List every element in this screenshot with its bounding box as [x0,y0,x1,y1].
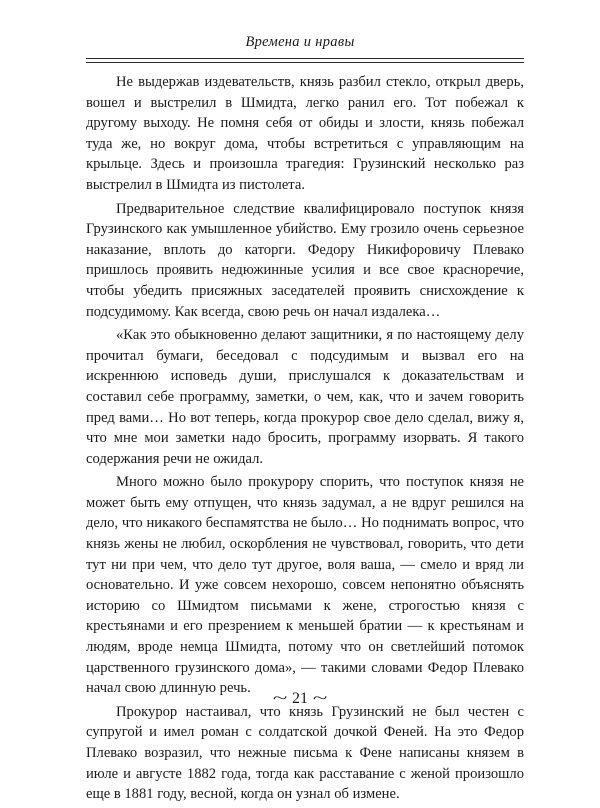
page-number: 21 [292,690,308,707]
header-rule-upper [86,58,524,59]
paragraph-4: Много можно было прокурору спорить, что поступок князя не может быть ему отпущен, что князь задумал, а не вдруг решился на дело, что никакого беспамятства не было… Но поднимать вопрос, что князь жены не любил, оскорбления не чувствовал, говорить, что дети тут ни при чем, что дело тут другое, воля ваша, — смело и вряд ли основательно. И уже совсем нехорошо, совсем непонятно объяснять историю со Шмидтом письмами к жене, строгостью князя с крестьянами и его презрением к меньшей братии — к крестьянам и людям, вроде немца Шмидта, потому что он светлейший потомок царственного грузинского дома», — такими словами Федор Плевако начал свою длинную речь. [86,474,524,697]
paragraph-3: «Как это обыкновенно делают защитники, я по настоящему делу прочитал бумаги, беседовал с подсудимым и вызвал его на искреннюю исповедь души, прислушался к доказательствам и составил себе программу, заметки, о чем, как, что и зачем говорить пред вами… Но вот теперь, когда прокурор свое дело сделал, вижу я, что мне мои заметки надо бросить, программу изорвать. Я такого содержания речи не ожидал. [86,327,524,467]
footer-ornament-left: ~ [272,691,288,707]
page-footer [0,690,600,708]
paragraph-1: Не выдержав издевательств, князь разбил стекло, открыл дверь, вошел и выстрелил в Шмидта, легко ранил его. Тот побежал к другому выходу. Не помня себя от обиды и злости, князь побежал туда же, но вокруг дома, чтобы встретиться с управляющим на крыльце. Здесь и произошла трагедия: Грузинский несколько раз выстрелил в Шмидта из пистолета. [86,74,524,193]
footer-ornament-right: ~ [312,691,328,707]
paragraph-5: Прокурор настаивал, что князь Грузинский не был честен с супругой и имел роман с солдатской дочкой Феней. На это Федор Плевако возразил, что нежные письма к Фене написаны князем в июле и августе 1882 года, тогда как расставание с женой произошло еще в 1881 году, весной, когда он узнал об измене. [86,703,524,803]
header-rule-lower [86,62,524,63]
paragraph-2: Предварительное следствие квалифицировало поступок князя Грузинского как умышленное убийство. Ему грозило очень серьезное наказание, вплоть до каторги. Федору Никифоровичу Плевако пришлось проявить недюжинные усилия и все свое красноречие, чтобы убедить присяжных заседателей проявить снисхождение к подсудимому. Как всегда, свою речь он начал издалека… [86,200,524,320]
running-header: Времена и нравы [245,34,355,50]
